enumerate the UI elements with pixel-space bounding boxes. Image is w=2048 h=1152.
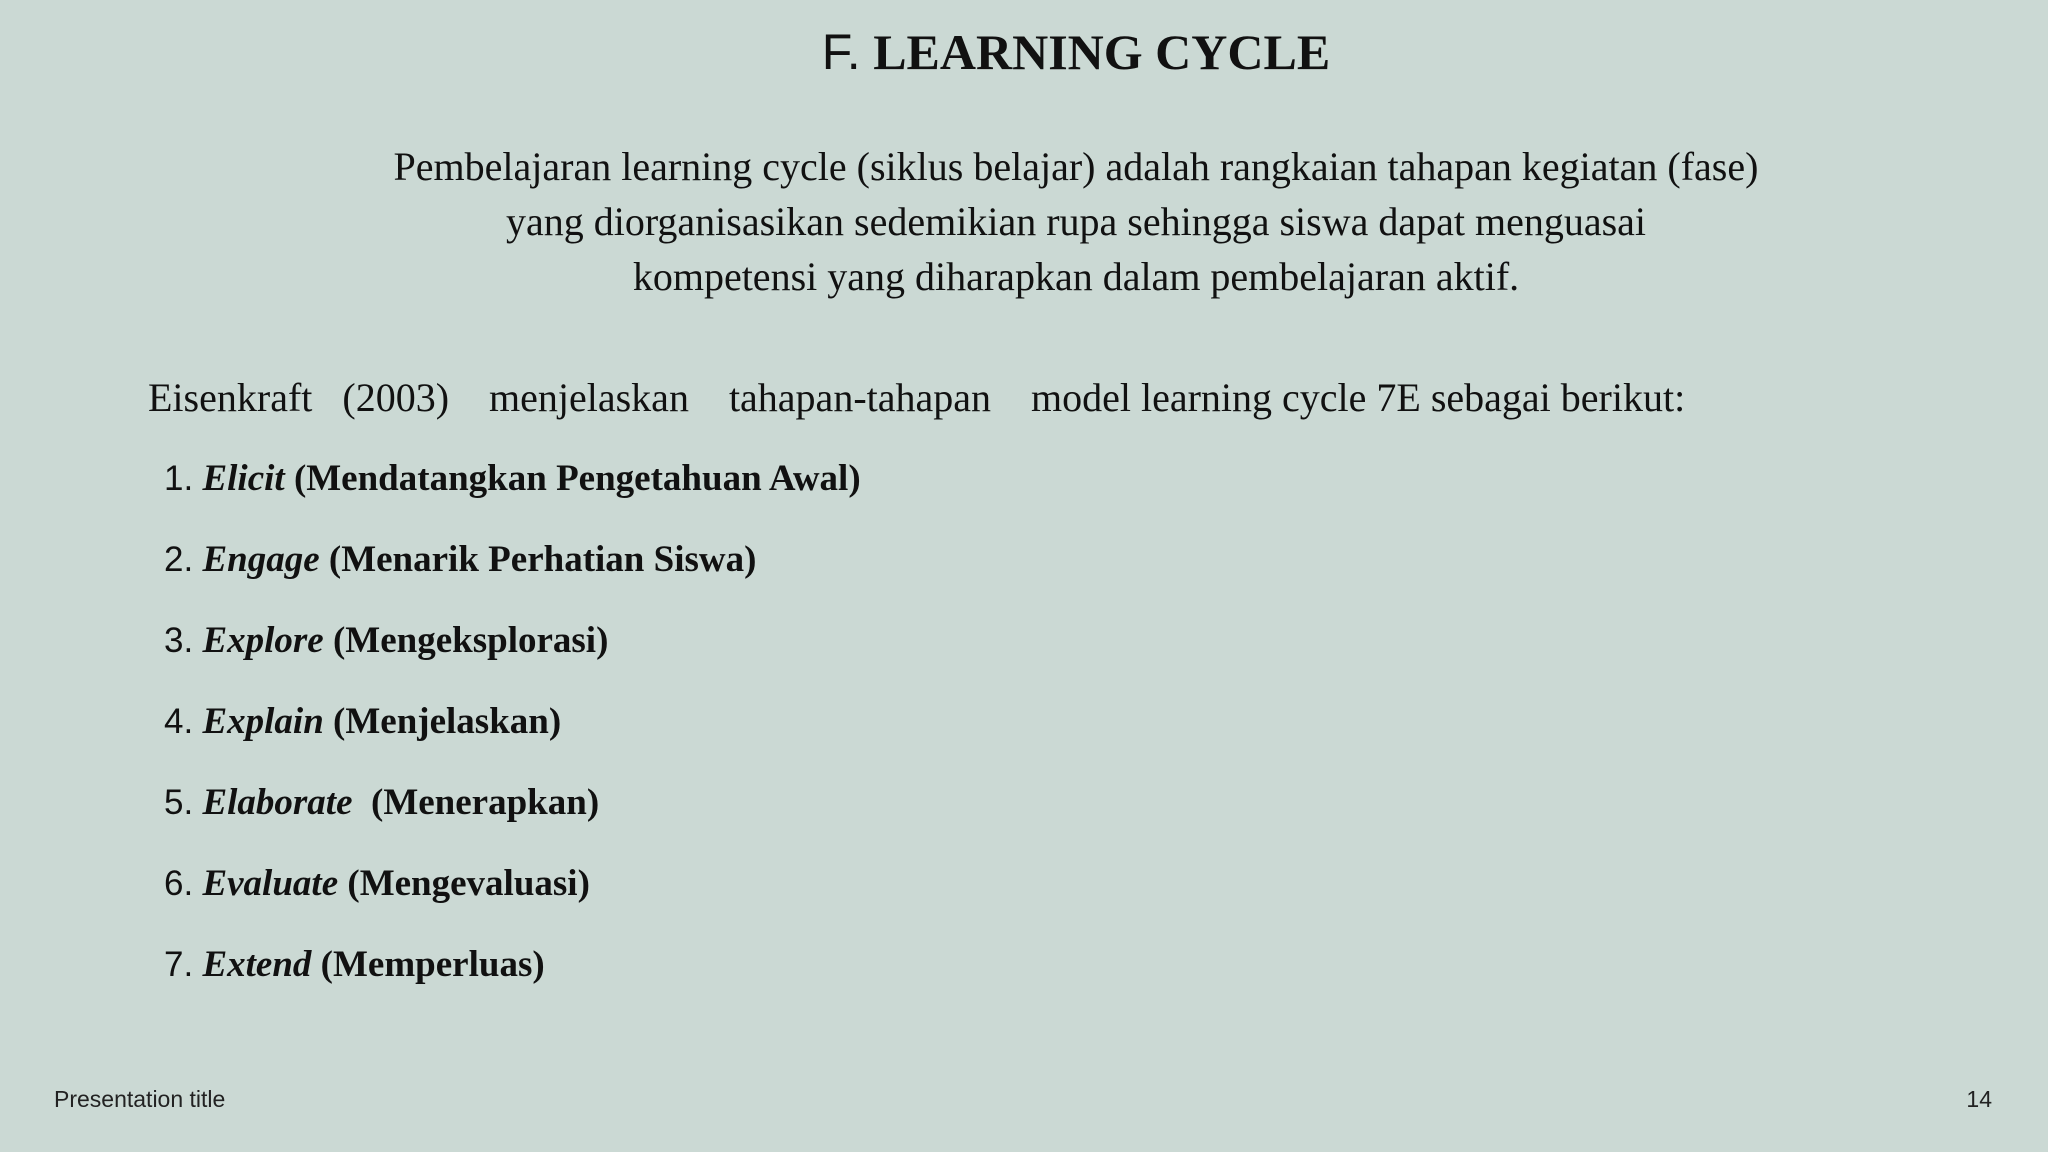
step-item-engage [164,532,861,613]
step-item-explain [164,694,861,775]
step-english: Elicit [202,458,285,499]
step-english: Explain [202,701,324,742]
step-number: 2. [164,540,194,579]
step-indonesian: (Menarik Perhatian Siswa) [328,539,757,580]
step-item-elaborate [164,775,861,856]
step-indonesian: (Mendatangkan Pengetahuan Awal) [293,458,861,499]
step-indonesian: (Mengevaluasi) [347,863,590,904]
title-main: LEARNING CYCLE [873,24,1331,80]
intro-paragraph [300,139,1852,304]
step-english: Engage [202,539,320,580]
step-indonesian: (Memperluas) [320,944,545,985]
step-number: 1. [164,459,194,498]
step-indonesian: (Menerapkan) [361,782,600,823]
lead-sentence: Eisenkraft (2003) menjelaskan tahapan-tahapan model learning cycle 7E sebagai berikut: [148,375,1686,420]
slide-title [0,22,2048,82]
step-english: Elaborate [202,782,353,823]
step-english: Explore [202,620,324,661]
intro-line: yang diorganisasikan sedemikian rupa sehingga siswa dapat menguasai [505,199,1647,244]
intro-line: Pembelajaran learning cycle (siklus belajar) adalah rangkaian tahapan kegiatan (fase) [393,144,1759,189]
learning-cycle-steps [164,451,861,1018]
intro-line: kompetensi yang diharapkan dalam pembelajaran aktif. [632,254,1520,299]
step-english: Evaluate [202,863,339,904]
step-english: Extend [202,944,312,985]
title-prefix: F. [821,24,861,80]
step-number: 3. [164,621,194,660]
page-number: 14 [1966,1086,1992,1112]
step-indonesian: (Mengeksplorasi) [332,620,609,661]
step-item-evaluate [164,856,861,937]
footer-presentation-title: Presentation title [54,1086,226,1112]
step-indonesian: (Menjelaskan) [333,701,562,742]
step-number: 5. [164,783,194,822]
step-item-elicit [164,451,861,532]
step-item-extend [164,937,861,1018]
step-number: 7. [164,945,194,984]
step-number: 6. [164,864,194,903]
step-number: 4. [164,702,194,741]
step-item-explore [164,613,861,694]
